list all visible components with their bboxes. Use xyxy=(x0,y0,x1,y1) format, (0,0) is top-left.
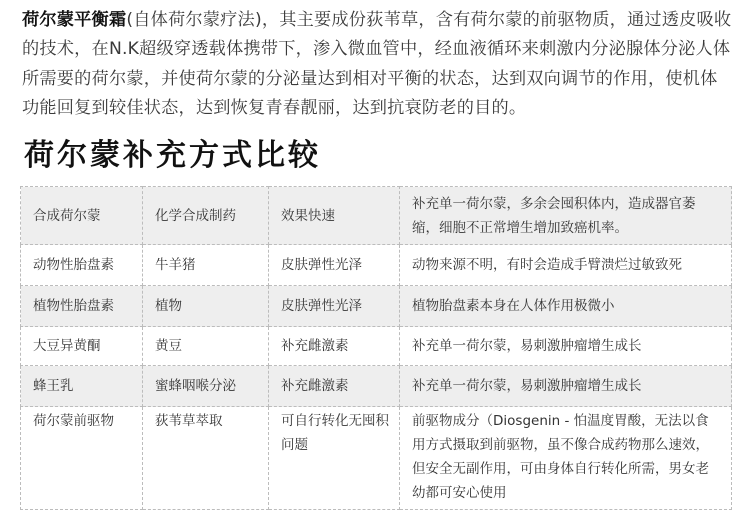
cell-effect: 皮肤弹性光泽 xyxy=(269,245,400,286)
cell-name: 大豆异黄酮 xyxy=(21,327,143,366)
cell-effect: 可自行转化无囤积问题 xyxy=(269,407,400,510)
intro-body: (自体荷尔蒙疗法)，其主要成份荻苇草，含有荷尔蒙的前驱物质，通过透皮吸收的技术，在N.K超级穿透载体携带下，渗入微血管中，经血液循环来刺激内分泌腺体分泌人体所需要的荷尔蒙，并使荷尔蒙的分泌量达到相对平衡的状态，达到双向调节的作用，使机体功能回复到较佳状态，达到恢复青春靓丽，达到抗衰防老的目的。 xyxy=(22,10,732,118)
cell-effect: 补充雌激素 xyxy=(269,366,400,407)
cell-source: 蜜蜂咽喉分泌 xyxy=(143,366,269,407)
cell-source: 荻苇草萃取 xyxy=(143,407,269,510)
cell-note: 植物胎盘素本身在人体作用极微小 xyxy=(400,286,732,327)
cell-source: 黄豆 xyxy=(143,327,269,366)
cell-name: 蜂王乳 xyxy=(21,366,143,407)
comparison-table xyxy=(20,186,732,510)
product-name: 荷尔蒙平衡霜 xyxy=(22,10,127,30)
comparison-heading: 荷尔蒙补充方式比较 xyxy=(24,138,321,173)
table-row xyxy=(21,407,732,510)
cell-source: 化学合成制药 xyxy=(143,187,269,245)
table-row xyxy=(21,245,732,286)
cell-name: 荷尔蒙前驱物 xyxy=(21,407,143,510)
cell-effect: 皮肤弹性光泽 xyxy=(269,286,400,327)
cell-note: 前驱物成分（Diosgenin - 怕温度胃酸，无法以食用方式摄取到前驱物，虽不像合成药物那么速效，但安全无副作用，可由身体自行转化所需，男女老幼都可安心使用 xyxy=(400,407,732,510)
cell-note: 补充单一荷尔蒙，多余会囤积体内，造成器官萎缩，细胞不正常增生增加致癌机率。 xyxy=(400,187,732,245)
cell-effect: 效果快速 xyxy=(269,187,400,245)
cell-note: 补充单一荷尔蒙，易刺激肿瘤增生成长 xyxy=(400,327,732,366)
cell-effect: 补充雌激素 xyxy=(269,327,400,366)
cell-name: 合成荷尔蒙 xyxy=(21,187,143,245)
table-row xyxy=(21,366,732,407)
cell-note: 动物来源不明，有时会造成手臂溃烂过敏致死 xyxy=(400,245,732,286)
table-row xyxy=(21,327,732,366)
cell-name: 动物性胎盘素 xyxy=(21,245,143,286)
cell-source: 牛羊猪 xyxy=(143,245,269,286)
table-row xyxy=(21,187,732,245)
cell-name: 植物性胎盘素 xyxy=(21,286,143,327)
cell-note: 补充单一荷尔蒙，易刺激肿瘤增生成长 xyxy=(400,366,732,407)
cell-source: 植物 xyxy=(143,286,269,327)
table-row xyxy=(21,286,732,327)
intro-paragraph xyxy=(22,6,734,123)
